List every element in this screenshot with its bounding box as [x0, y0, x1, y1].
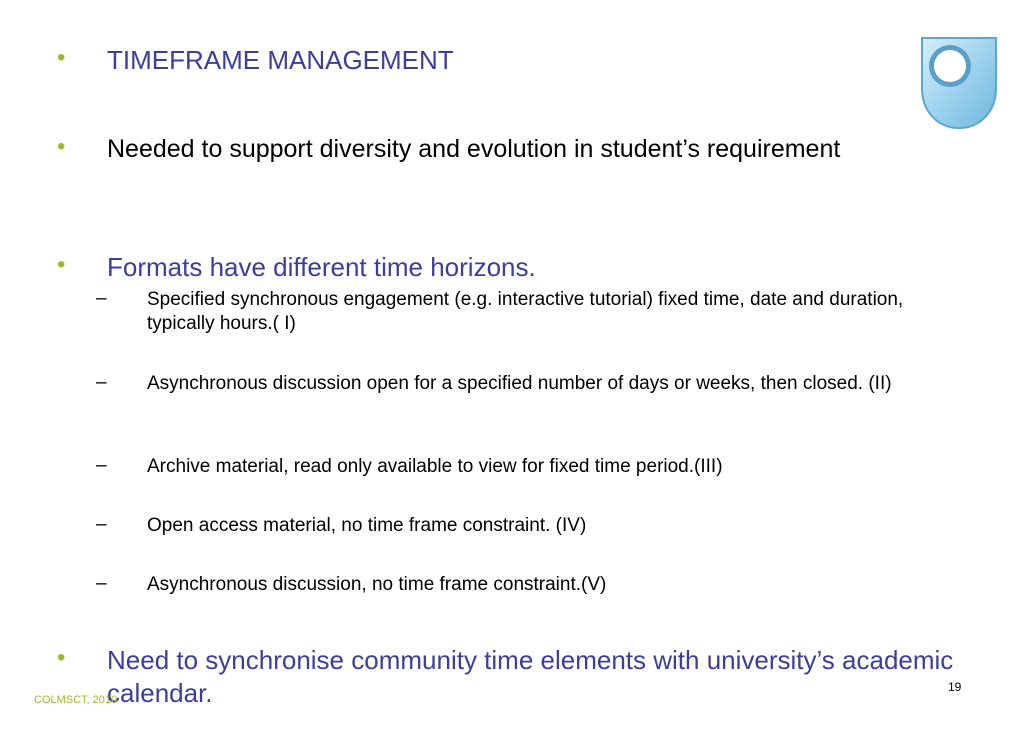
bullet-text: Need to synchronise community time elements with university’s academic calendar.: [107, 645, 954, 708]
dash-marker: –: [96, 372, 107, 393]
dash-marker: –: [96, 288, 107, 309]
bullet-text: Formats have different time horizons.: [107, 252, 536, 282]
shield-logo-icon: [920, 36, 998, 130]
dash-marker: –: [96, 573, 107, 594]
sub-item-text: Archive material, read only available to view for fixed time period.(III): [147, 456, 723, 477]
footer-text: COLMSCT, 2010: [34, 694, 118, 706]
bullet-dot: •: [57, 133, 66, 160]
sub-item-text: Open access material, no time frame constraint. (IV): [147, 515, 587, 536]
bullet-text: Needed to support diversity and evolution in student’s requirement: [107, 135, 841, 163]
bullet-dot: •: [57, 644, 66, 671]
dash-marker: –: [96, 455, 107, 476]
slide-title: TIMEFRAME MANAGEMENT: [107, 45, 454, 75]
sub-item-text: Asynchronous discussion open for a specified number of days or weeks, then closed. (II): [147, 373, 892, 394]
bullet-dot: •: [57, 44, 66, 71]
sub-item-text: Specified synchronous engagement (e.g. interactive tutorial) fixed time, date and duration, typically hours.( I): [147, 289, 904, 334]
page-number: 19: [948, 680, 962, 694]
dash-marker: –: [96, 514, 107, 535]
sub-item-text: Asynchronous discussion, no time frame constraint.(V): [147, 574, 607, 595]
bullet-dot: •: [57, 251, 66, 278]
